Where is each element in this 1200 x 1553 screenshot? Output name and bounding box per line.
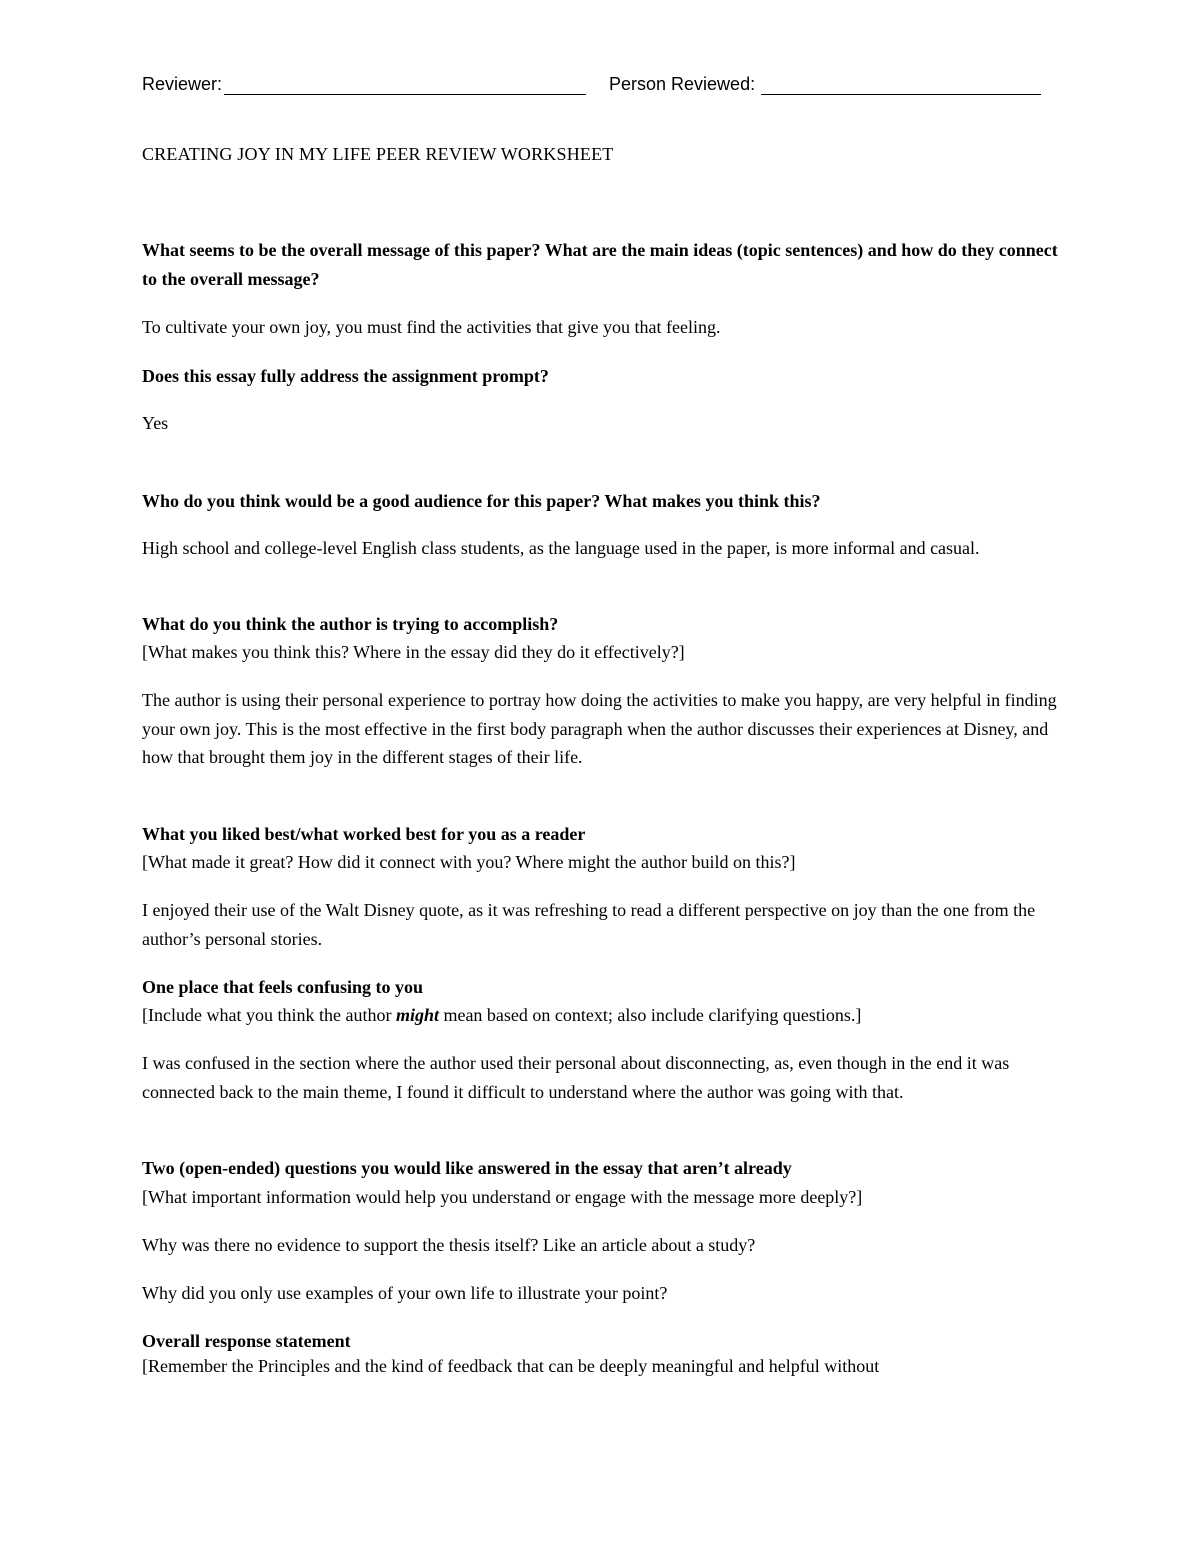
question-confusing: One place that feels confusing to you bbox=[142, 977, 423, 997]
hint-confusing-before: [Include what you think the author bbox=[142, 1005, 396, 1025]
reviewer-label: Reviewer: bbox=[142, 74, 223, 94]
question-overall-message: What seems to be the overall message of this paper? What are the main ideas (topic sentences) and how do they connect to the overall message? bbox=[142, 240, 1058, 289]
person-reviewed-blank-line[interactable] bbox=[761, 76, 1041, 95]
hint-confusing-emphasis: might bbox=[395, 1005, 439, 1025]
question-author-goal: What do you think the author is trying to accomplish? bbox=[142, 614, 559, 634]
person-reviewed-field bbox=[609, 74, 1041, 95]
reviewer-field bbox=[142, 74, 586, 95]
question-overall-response: Overall response statement bbox=[142, 1331, 351, 1351]
question-liked-best: What you liked best/what worked best for you as a reader bbox=[142, 824, 586, 844]
page-title: CREATING JOY IN MY LIFE PEER REVIEW WORKSHEET bbox=[142, 144, 614, 164]
answer-open-ended-2: Why did you only use examples of your own life to illustrate your point? bbox=[142, 1283, 668, 1303]
question-open-ended: Two (open-ended) questions you would like answered in the essay that aren’t already bbox=[142, 1158, 792, 1178]
answer-overall-message: To cultivate your own joy, you must find the activities that give you that feeling. bbox=[142, 317, 721, 337]
answer-assignment-prompt: Yes bbox=[142, 413, 169, 433]
hint-overall-response: [Remember the Principles and the kind of feedback that can be deeply meaningful and helpful without bbox=[142, 1356, 880, 1376]
question-assignment-prompt: Does this essay fully address the assignment prompt? bbox=[142, 366, 549, 386]
answer-open-ended-1: Why was there no evidence to support the thesis itself? Like an article about a study? bbox=[142, 1235, 756, 1255]
answer-audience: High school and college-level English class students, as the language used in the paper, is more informal and casual. bbox=[142, 538, 980, 558]
person-reviewed-label: Person Reviewed: bbox=[609, 74, 756, 94]
hint-author-goal: [What makes you think this? Where in the essay did they do it effectively?] bbox=[142, 642, 685, 662]
hint-open-ended: [What important information would help you understand or engage with the message more deeply?] bbox=[142, 1187, 863, 1207]
answer-confusing: I was confused in the section where the author used their personal about disconnecting, as, even though in the end it was connected back to the main theme, I found it difficult to understand where the author was going with that. bbox=[142, 1053, 1010, 1102]
answer-liked-best: I enjoyed their use of the Walt Disney quote, as it was refreshing to read a different perspective on joy than the one from the author’s personal stories. bbox=[142, 900, 1036, 949]
hint-liked-best: [What made it great? How did it connect with you? Where might the author build on this?] bbox=[142, 852, 796, 872]
hint-confusing bbox=[142, 1001, 1062, 1030]
answer-author-goal: The author is using their personal experience to portray how doing the activities to make you happy, are very helpful in finding your own joy. This is the most effective in the first body paragraph when the author discusses their experiences at Disney, and how that brought them joy in the different stages of their life. bbox=[142, 690, 1057, 767]
hint-confusing-after: mean based on context; also include clarifying questions.] bbox=[438, 1005, 862, 1025]
question-audience: Who do you think would be a good audience for this paper? What makes you think this? bbox=[142, 491, 821, 511]
reviewer-blank-line[interactable] bbox=[224, 76, 586, 95]
